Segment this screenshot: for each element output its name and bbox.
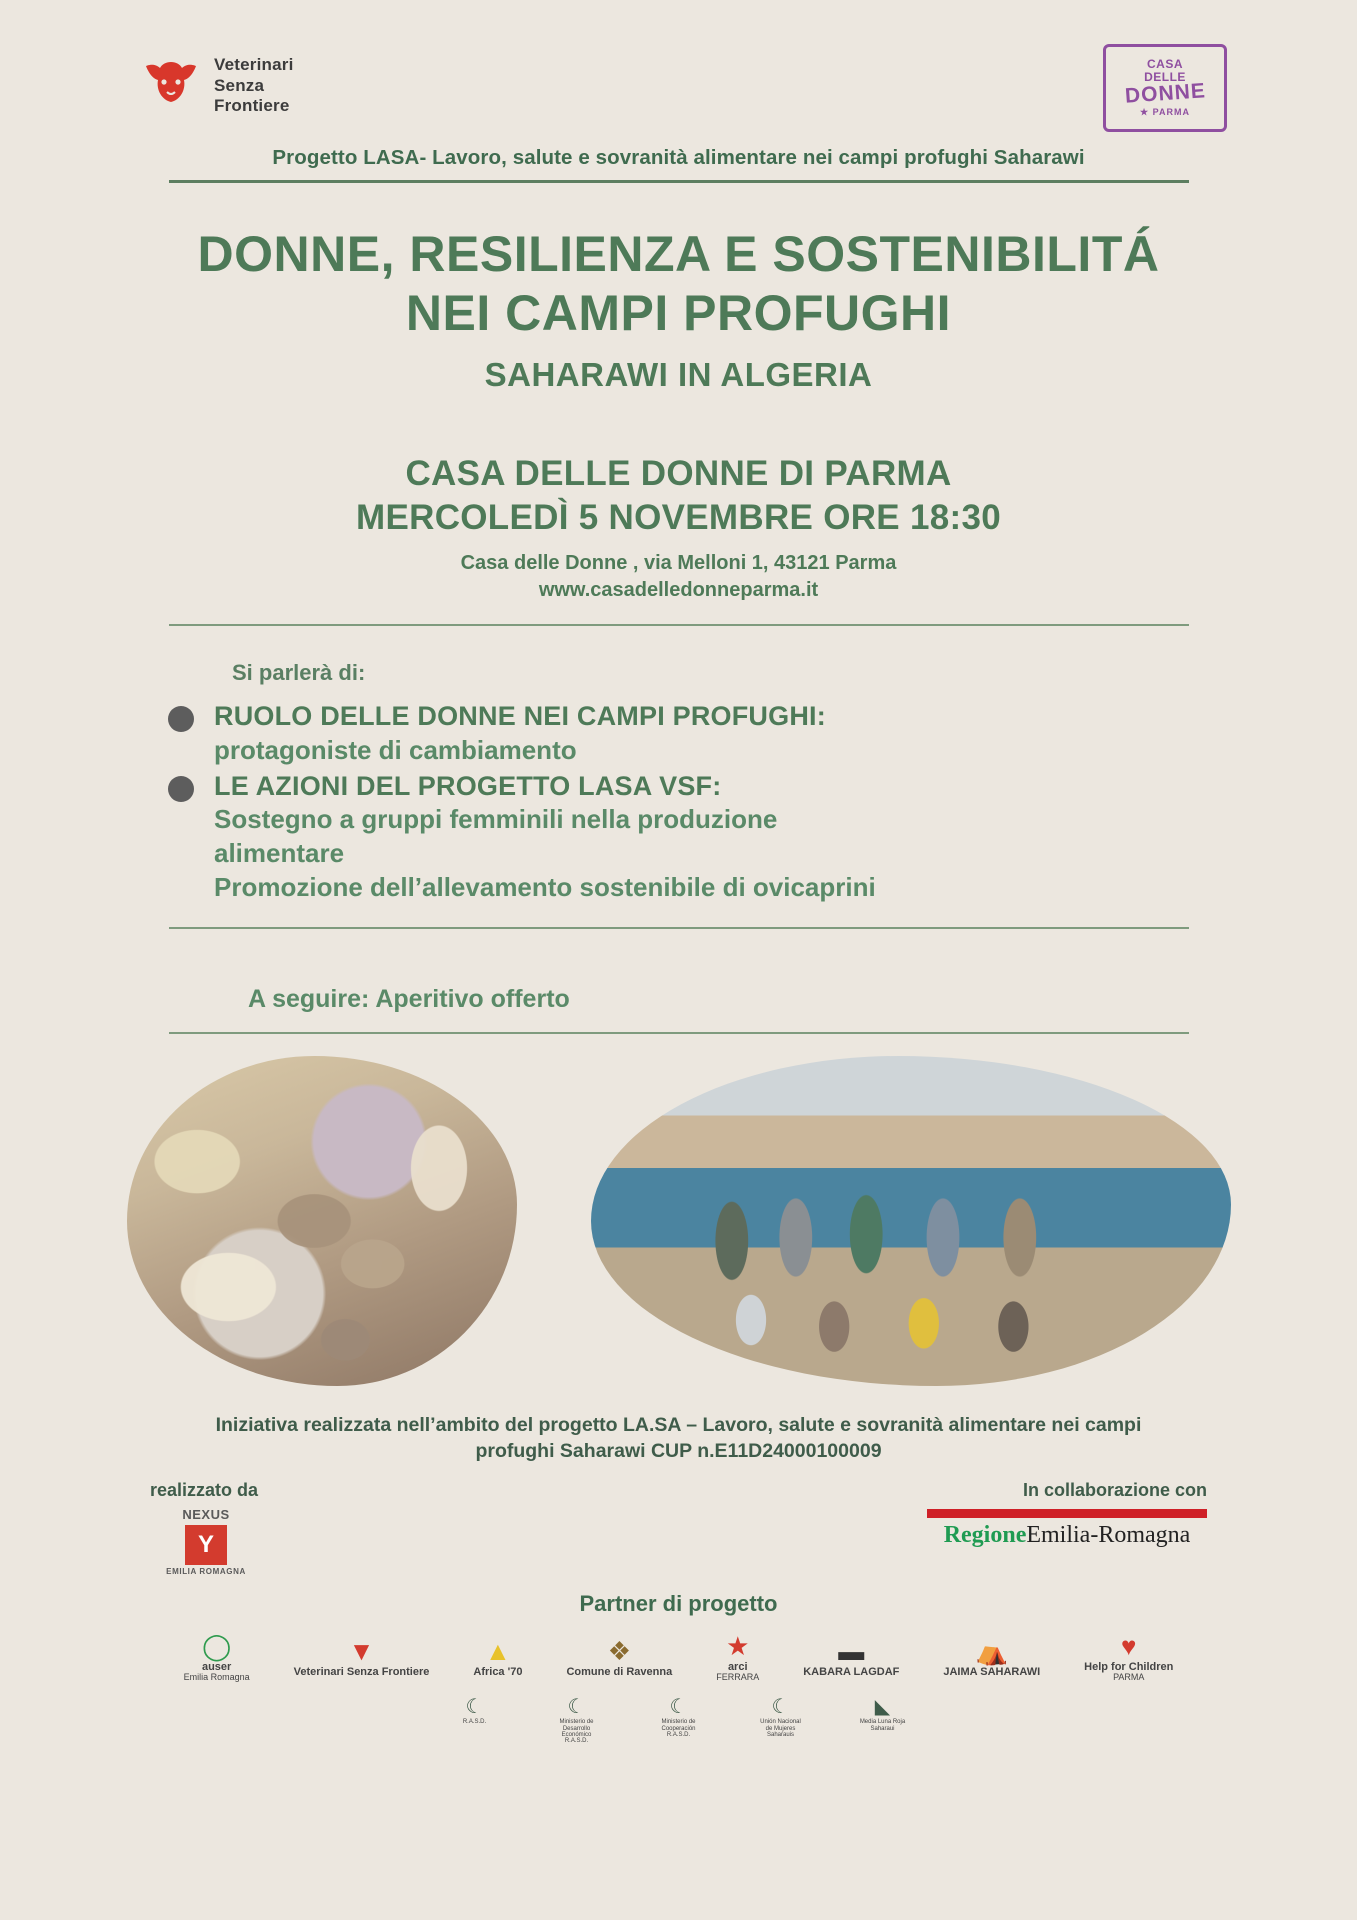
institutional-logos — [0, 1501, 1357, 1587]
auser-icon: ◯ — [202, 1631, 232, 1662]
divider-agenda — [169, 927, 1189, 929]
project-line: Progetto LASA- Lavoro, salute e sovranità alimentare nei campi profughi Saharawi — [272, 146, 1085, 169]
partner-crest-name: Ministerio de Desarrollo Económico R.A.S.D. — [559, 1719, 594, 1745]
event-venue: CASA DELLE DONNE DI PARMA — [405, 454, 952, 493]
partner-sub: FERRARA — [716, 1672, 760, 1683]
partner-name: Veterinari Senza Frontiere — [293, 1666, 430, 1679]
unms-crest-icon: ☾ — [771, 1696, 790, 1719]
partner-crest-name: R.A.S.D. — [462, 1719, 487, 1726]
jaima-sahrawi-tent-icon: ⛺ — [975, 1636, 1008, 1667]
agenda-item — [168, 770, 1357, 905]
vsf-logo-line-1: Veterinari — [214, 55, 294, 74]
rasd-crest-icon: ☾ — [669, 1696, 688, 1719]
nexus-logo-name: NEXUS — [182, 1507, 230, 1523]
africa70-icon: ▲ — [485, 1636, 511, 1667]
agenda-item-sub-3: Promozione dell’allevamento sostenibile di ovicaprini — [214, 871, 876, 902]
nexus-logo — [160, 1507, 252, 1576]
partner-crest — [860, 1697, 906, 1739]
agenda-item-sub-1: Sostegno a gruppi femminili nella produzione — [214, 804, 778, 835]
partner-logo — [716, 1633, 759, 1683]
partner-name: Comune di Ravenna — [566, 1666, 673, 1679]
media-luna-roja-icon: ◣ — [874, 1696, 891, 1719]
partner-logos-row-2 — [0, 1696, 1357, 1745]
casa-delle-donne-logo — [1103, 44, 1227, 132]
aperitivo-note: A seguire: Aperitivo offerto — [248, 984, 570, 1013]
divider-aperitivo — [169, 1032, 1189, 1034]
partner-sub: PARMA — [1113, 1672, 1145, 1683]
arci-star-icon: ★ — [726, 1631, 750, 1662]
partner-logo — [803, 1638, 899, 1678]
partner-crest-name: Unión Nacional de Mujeres Saharauis — [760, 1719, 801, 1738]
agenda-item-text — [214, 770, 876, 905]
funding-note — [0, 1412, 1357, 1465]
agenda-intro: Si parlerà di: — [232, 660, 366, 685]
partner-name: JAIMA SAHARAWI — [943, 1666, 1041, 1679]
partner-crest — [656, 1697, 702, 1739]
agenda-item-head: LE AZIONI DEL PROGETTO LASA VSF: — [214, 770, 722, 801]
page-title-line-1: DONNE, RESILIENZA E SOSTENIBILITÁ — [197, 226, 1160, 282]
partner-crest — [758, 1697, 804, 1739]
rasd-crest-icon: ☾ — [567, 1696, 586, 1719]
partner-crest — [554, 1696, 600, 1745]
regione-logo-text-2: Emilia-Romagna — [1026, 1522, 1191, 1549]
casa-logo-line-3: DONNE — [1123, 79, 1207, 108]
agenda-item-head: RUOLO DELLE DONNE NEI CAMPI PROFUGHI: — [214, 701, 826, 731]
partner-crest-name: Media Luna Roja Saharaui — [859, 1719, 906, 1732]
page-subtitle: SAHARAWI IN ALGERIA — [484, 356, 873, 393]
event-block — [0, 394, 1357, 602]
partner-name: Africa '70 — [473, 1666, 523, 1679]
regione-logo-text — [927, 1522, 1207, 1549]
rasd-crest-icon: ☾ — [465, 1696, 484, 1719]
partner-logo — [943, 1638, 1040, 1678]
partner-name: Help for Children — [1084, 1661, 1174, 1674]
realized-by-label: realizzato da — [150, 1480, 259, 1501]
partners-title: Partner di progetto — [579, 1591, 778, 1617]
event-website-link[interactable]: www.casadelledonneparma.it — [538, 579, 819, 601]
casa-logo-line-1: CASA — [1146, 56, 1183, 71]
agenda-block — [0, 626, 1357, 905]
casa-logo-line-4: ★ PARMA — [1140, 107, 1190, 118]
partner-name: arci — [727, 1661, 748, 1674]
nexus-logo-region: EMILIA ROMAGNA — [166, 1567, 246, 1577]
vsf-bull-icon: ▼ — [348, 1636, 375, 1667]
agenda-item-sub-1: protagoniste di cambiamento — [214, 734, 577, 765]
vsf-logo — [140, 55, 294, 117]
vsf-bull-icon — [140, 56, 202, 116]
credits-row — [0, 1464, 1357, 1501]
photo-gallery — [0, 1056, 1357, 1386]
partner-logos-row-1 — [0, 1633, 1357, 1683]
nexus-logo-mark: Y — [185, 1525, 227, 1565]
agenda-item-sub-2: alimentare — [214, 838, 345, 869]
bullet-dot-icon — [168, 706, 194, 732]
vsf-logo-line-2: Senza — [214, 75, 265, 95]
regione-emilia-romagna-logo — [927, 1509, 1207, 1549]
partner-crest-name: Ministerio de Cooperación R.A.S.D. — [661, 1719, 696, 1738]
bullet-dot-icon — [168, 776, 194, 802]
photo-group-portrait — [591, 1056, 1231, 1386]
partner-logo — [294, 1638, 430, 1678]
funding-note-line-2: profughi Saharawi CUP n.E11D24000100009 — [475, 1440, 882, 1462]
partner-sub: Emilia Romagna — [183, 1672, 250, 1683]
partner-logo — [1084, 1633, 1173, 1683]
collaboration-label: In collaborazione con — [1022, 1480, 1207, 1501]
divider-wrap-2 — [0, 927, 1357, 929]
agenda-item — [168, 700, 1357, 768]
page-title-line-2: NEI CAMPI PROFUGHI — [405, 284, 952, 341]
regione-logo-text-1: Regione — [943, 1522, 1027, 1549]
partner-crest — [452, 1697, 498, 1739]
event-address: Casa delle Donne , via Melloni 1, 43121 Parma — [460, 552, 897, 574]
kabara-lagdaf-icon: ▬ — [838, 1636, 865, 1667]
title-block — [0, 183, 1357, 394]
vsf-logo-line-3: Frontiere — [214, 96, 290, 116]
comune-ravenna-crest-icon: ❖ — [607, 1636, 631, 1667]
poster-header — [0, 0, 1357, 140]
agenda-item-text — [214, 700, 826, 768]
vsf-logo-text — [214, 55, 294, 117]
photo-food-preparation — [127, 1056, 517, 1386]
partner-name: KABARA LAGDAF — [803, 1666, 900, 1679]
heart-icon: ♥ — [1121, 1631, 1137, 1662]
funding-note-line-1: Iniziativa realizzata nell’ambito del progetto LA.SA – Lavoro, salute e sovranità alimentare nei campi — [215, 1413, 1142, 1436]
partner-logo — [566, 1638, 672, 1678]
partner-name: auser — [201, 1661, 232, 1674]
regione-logo-bar — [927, 1509, 1207, 1518]
partner-logo — [184, 1633, 250, 1683]
partner-logo — [473, 1638, 522, 1678]
event-date: MERCOLEDÌ 5 NOVEMBRE ORE 18:30 — [356, 498, 1001, 537]
casa-logo-line-2: DELLE — [1144, 69, 1186, 84]
